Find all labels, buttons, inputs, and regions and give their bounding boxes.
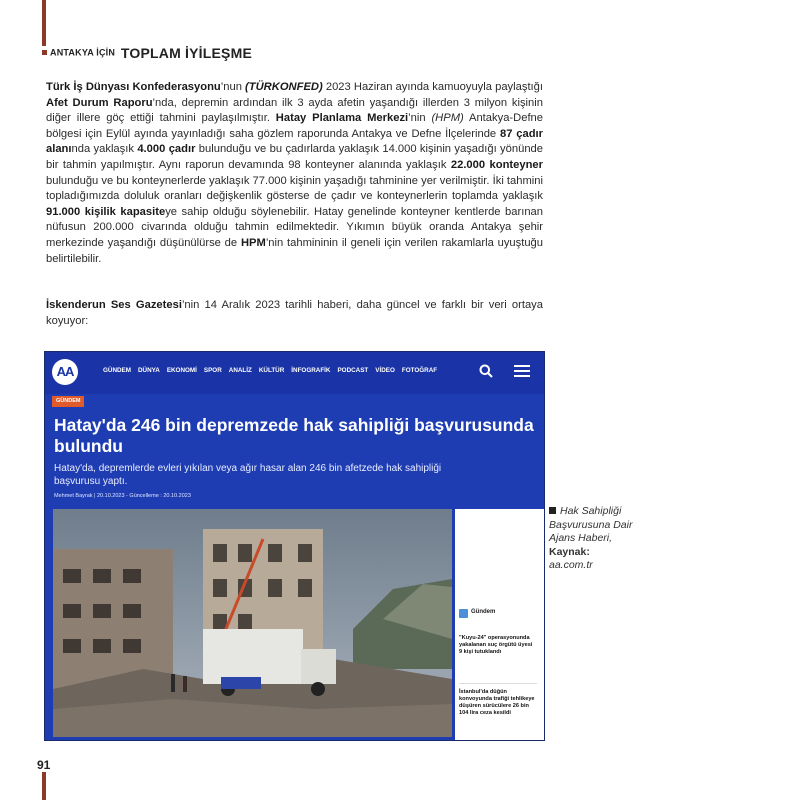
category-badge[interactable]: GÜNDEM	[52, 396, 84, 407]
top-accent-bar	[42, 0, 46, 46]
news-nav-bar	[45, 352, 544, 394]
nav-item[interactable]: EKONOMİ	[166, 367, 197, 374]
news-headline: Hatay'da 246 bin depremzede hak sahipliği başvurusunda bulundu	[54, 415, 534, 456]
org-name: Türk İş Dünyası Konfederasyonu	[46, 81, 221, 93]
org-abbr: (TÜRKONFED)	[245, 81, 323, 93]
newspaper-name: İskenderun Ses Gazetesi	[46, 299, 182, 311]
report-name: Afet Durum Raporu	[46, 96, 153, 109]
nav-item[interactable]: SPOR	[203, 367, 222, 374]
nav-item[interactable]: FOTOĞRAF	[401, 367, 438, 374]
news-subheadline: Hatay'da, depremlerde evleri yıkılan veya ağır hasar alan 246 bin afetzede hak sahipliği başvurusu yaptı.	[54, 463, 442, 487]
header-square-icon	[42, 50, 47, 55]
aa-logo[interactable]: AA	[52, 359, 78, 385]
hamburger-menu-icon[interactable]	[514, 365, 530, 377]
nav-item[interactable]: DÜNYA	[138, 367, 160, 374]
nav-item[interactable]: GÜNDEM	[103, 367, 131, 374]
source-link: aa.com.tr	[549, 559, 593, 571]
nav-item[interactable]: PODCAST	[337, 367, 369, 374]
sidebar-news-item[interactable]: "Kuyu-24" operasyonunda yakalanan suç örgütü üyesi 9 kişi tutuklandı	[459, 635, 533, 655]
header-title: TOPLAM İYİLEŞME	[120, 44, 252, 61]
nav-item[interactable]: ANALİZ	[228, 367, 252, 374]
header-small-text: ANTAKYA İÇİN	[50, 47, 116, 58]
caption-square-icon	[549, 507, 556, 514]
page-number: 91	[37, 758, 51, 772]
nav-item[interactable]: VİDEO	[375, 367, 395, 374]
search-icon[interactable]	[479, 364, 493, 378]
sidebar-divider	[459, 683, 537, 684]
source-label: Kaynak:	[549, 545, 590, 558]
figure-caption: Hak Sahipliği Başvurusuna Dair Ajans Haberi, Kaynak: aa.com.tr	[549, 505, 633, 571]
paragraph-1: Türk İş Dünyası Konfederasyonu’nun (TÜRKONFED) 2023 Haziran ayında kamuoyuyla paylaştığı Afet Durum Raporu’nda, depremin ardından ilk 3 ayda afetin yaşandığı illerden 3 milyon kişinin diğer illere göç ettiği tahmini paylaşılmıştır. Hatay Planlama Merkezi’nin (HPM) Antakya-Defne bölgesi için Eylül ayında yayınladığı saha gözlem raporunda Antakya ve Defne İlçelerinde 87 çadır alanında yaklaşık 4.000 çadır bulunduğu ve bu çadırlarda yaklaşık 14.000 kişinin yaşadığı yönünde bir tahmin yapılmıştır. Aynı raporun devamında 98 konteyner alanında yaklaşık 22.000 konteyner bulunduğu ve bu konteynerlerde yaklaşık 77.000 kişinin yaşadığı tahminine yer verilmiştir. İki tahmini topladığımızda doluluk oranları değişkenlik gösterse de çadır ve konteynerlerin toplamda yaklaşık 91.000 kişilik kapasiteye sahip olduğu söylenebilir. Hatay genelinde konteyner kentlerde barınan nüfusun 200.000 civarında olduğu tahmin edilmektedir. Yıkımın büyük oranda Antakya şehir merkezinde yaşandığı düşünülürse de HPM’nin tahmininin il geneli için verilen rakamlarla uyuştuğu belirtilebilir.	[46, 81, 544, 265]
paragraph-2: İskenderun Ses Gazetesi’nin 14 Aralık 2023 tarihli haberi, daha güncel ve farklı bir veri ortaya koyuyor:	[46, 299, 543, 327]
chat-bubble-icon	[459, 609, 468, 618]
nav-item[interactable]: KÜLTÜR	[258, 367, 285, 374]
nav-menu	[103, 367, 437, 374]
earthquake-damage-photo	[53, 509, 452, 737]
sidebar-news-item[interactable]: İstanbul'da düğün konvoyunda trafiği tehlikeye düşüren sürücülere 26 bin 104 lira ceza kesildi	[459, 689, 535, 716]
hpm-name: Hatay Planlama Merkezi	[275, 112, 409, 125]
news-sidebar	[455, 509, 544, 740]
news-byline: Mehmet Bayrak | 20.10.2023 - Güncelleme : 20.10.2023	[54, 493, 191, 499]
bottom-accent-bar	[42, 772, 46, 800]
nav-item[interactable]: İNFOGRAFİK	[291, 367, 331, 374]
sidebar-category[interactable]: Gündem	[471, 609, 496, 615]
section-header	[42, 44, 252, 61]
news-screenshot	[44, 351, 545, 741]
